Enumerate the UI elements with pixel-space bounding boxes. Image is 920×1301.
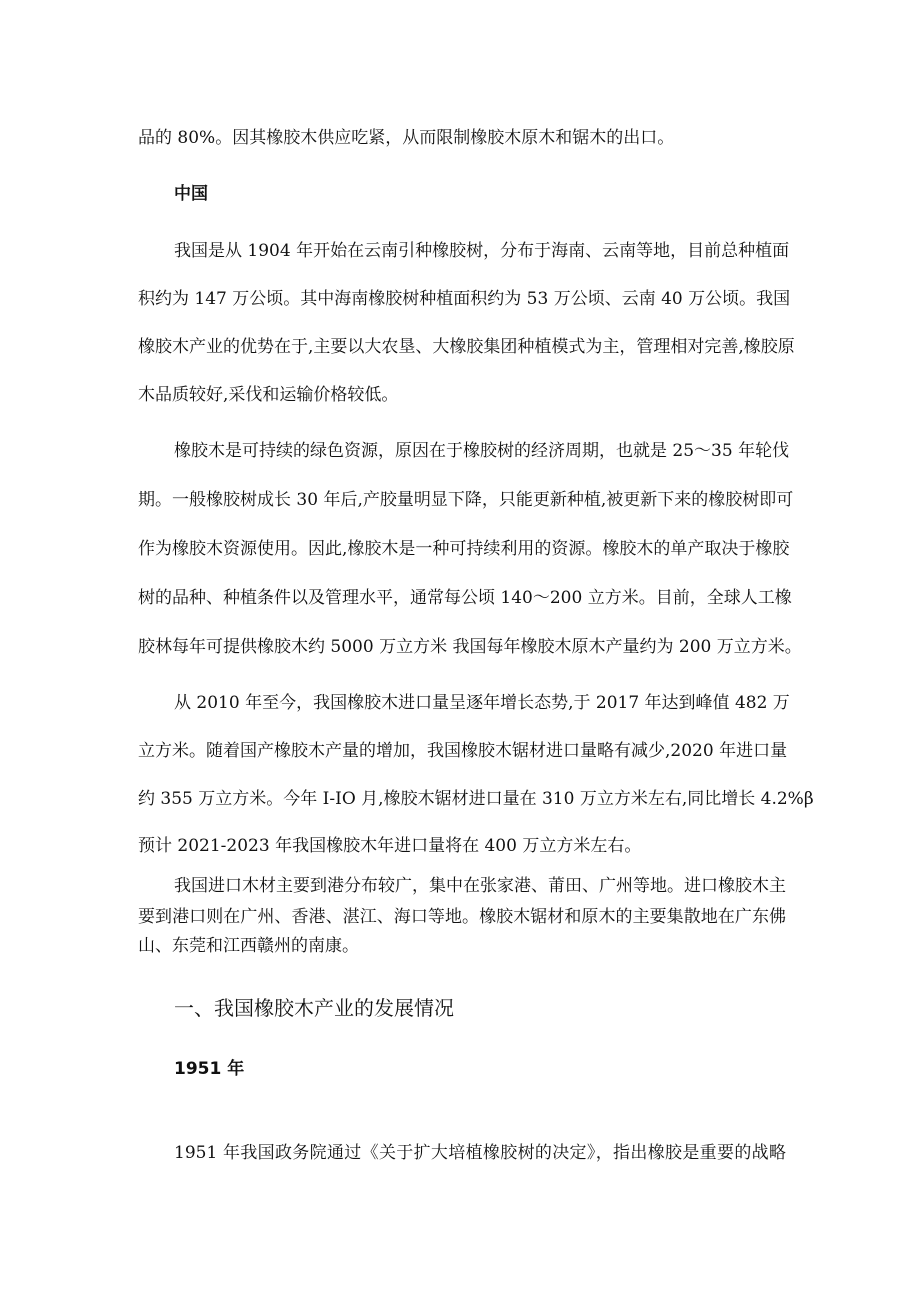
paragraph-line: 要到港口则在广州、香港、湛江、海口等地。橡胶木锯材和原木的主要集散地在广东佛 [138, 907, 786, 927]
paragraph-line: 我国是从 1904 年开始在云南引种橡胶树，分布于海南、云南等地，目前总种植面 [174, 241, 790, 261]
paragraph-line: 橡胶木产业的优势在于,主要以大农垦、大橡胶集团种植模式为主，管理相对完善,橡胶原 [138, 337, 795, 357]
section-heading: 中国 [174, 184, 208, 204]
text-line: 品的 80%。因其橡胶木供应吃紧，从而限制橡胶木原木和锯木的出口。 [138, 128, 675, 148]
paragraph-line: 木品质较好,采伐和运输价格较低。 [138, 385, 399, 405]
paragraph-line: 1951 年我国政务院通过《关于扩大培植橡胶树的决定》，指出橡胶是重要的战略 [174, 1143, 786, 1163]
paragraph-line: 树的品种、种植条件以及管理水平，通常每公顷 140～200 立方米。目前，全球人工橡 [138, 588, 792, 608]
chapter-heading: 一、我国橡胶木产业的发展情况 [174, 996, 454, 1020]
paragraph-line: 作为橡胶木资源使用。因此,橡胶木是一种可持续利用的资源。橡胶木的单产取决于橡胶 [138, 539, 790, 559]
paragraph-line: 胶林每年可提供橡胶木约 5000 万立方米 我国每年橡胶木原木产量约为 200 万立方米。 [138, 637, 802, 657]
paragraph-line: 山、东莞和江西赣州的南康。 [138, 936, 359, 956]
paragraph-line: 约 355 万立方米。今年 I-IO 月,橡胶木锯材进口量在 310 万立方米左右,同比增长 4.2%β [138, 789, 814, 809]
paragraph-line: 立方米。随着国产橡胶木产量的增加，我国橡胶木锯材进口量略有减少,2020 年进口量 [138, 741, 788, 761]
paragraph-line: 从 2010 年至今，我国橡胶木进口量呈逐年增长态势,于 2017 年达到峰值 482 万 [174, 693, 790, 713]
paragraph-line: 橡胶木是可持续的绿色资源，原因在于橡胶树的经济周期，也就是 25～35 年轮伐 [174, 441, 790, 461]
paragraph-line: 积约为 147 万公顷。其中海南橡胶树种植面积约为 53 万公顷、云南 40 万公顷。我国 [138, 289, 791, 309]
paragraph-line: 期。一般橡胶树成长 30 年后,产胶量明显下降，只能更新种植,被更新下来的橡胶树即可 [138, 490, 794, 510]
paragraph-line: 预计 2021-2023 年我国橡胶木年进口量将在 400 万立方米左右。 [138, 836, 642, 856]
paragraph-line: 我国进口木材主要到港分布较广，集中在张家港、莆田、广州等地。进口橡胶木主 [174, 876, 786, 896]
year-heading: 1951 年 [174, 1059, 245, 1079]
